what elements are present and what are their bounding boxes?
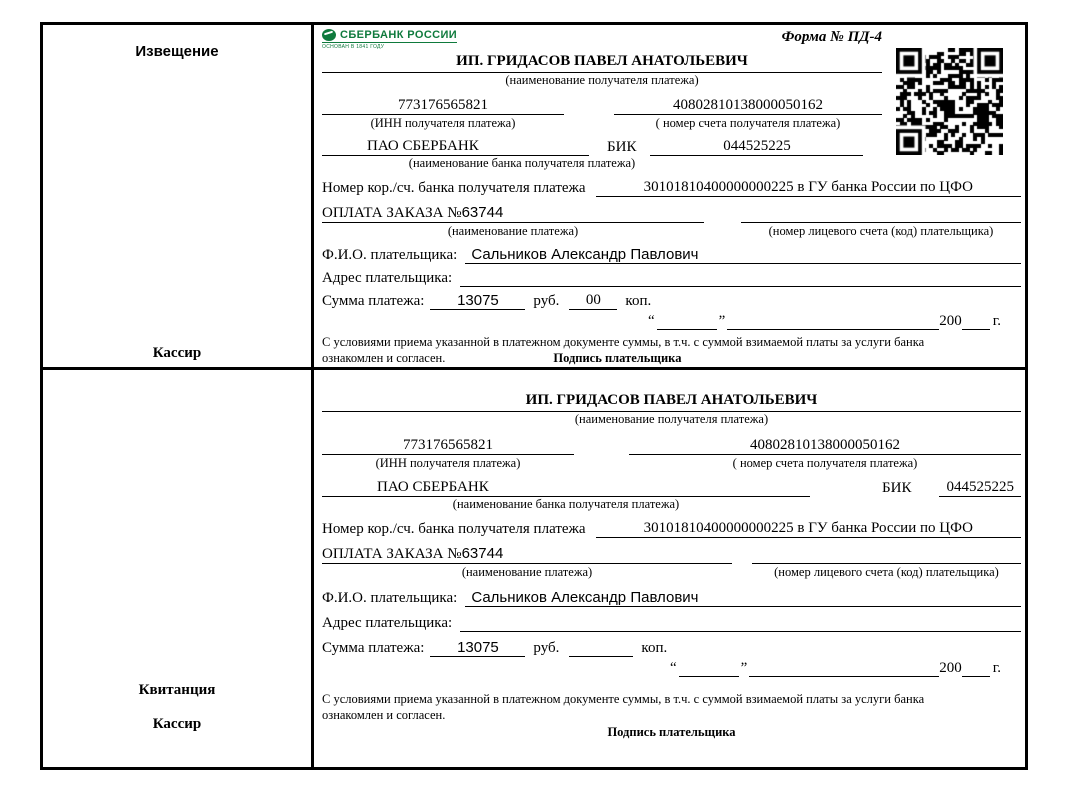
inn-account-captions [322, 455, 1021, 473]
agreement-line2-row [322, 350, 1021, 366]
date-day-blank [657, 329, 717, 330]
agreement-line1: С условиями приема указанной в платежном документе суммы, в т.ч. с суммой взимаемой платы за услуги банка [322, 335, 925, 349]
inn-account-row [322, 94, 882, 115]
notice-title: Извещение [135, 43, 219, 60]
payment-purpose [322, 204, 704, 223]
signature-label: Подпись плательщика [607, 725, 736, 739]
notice-section [43, 25, 1025, 370]
notice-content [314, 25, 1025, 367]
receipt-content [314, 370, 1025, 767]
year-prefix: 200 [939, 660, 962, 676]
payment-purpose-row [322, 200, 1021, 223]
personal-account-blank-line [752, 563, 1021, 564]
date-close-quote: ” [718, 313, 726, 329]
year-blank [962, 676, 990, 677]
payee-name: ИП. ГРИДАСОВ ПАВЕЛ АНАТОЛЬЕВИЧ [322, 53, 882, 73]
corr-account-row [322, 176, 1021, 197]
payment-purpose-prefix: ОПЛАТА ЗАКАЗА № [322, 205, 462, 221]
payer-name-row [322, 241, 1021, 264]
agreement-line1: С условиями приема указанной в платежном документе суммы, в т.ч. с суммой взимаемой платы за услуги банка [322, 692, 925, 706]
payee-name-caption: (наименование получателя платежа) [505, 73, 699, 87]
form-border [40, 22, 1028, 770]
sberbank-logo [322, 29, 457, 50]
amount-rub-value: 13075 [430, 292, 525, 310]
date-open-quote: “ [669, 660, 677, 676]
amount-kop-value: 00 [569, 292, 617, 310]
account-caption: ( номер счета получателя платежа) [732, 456, 918, 470]
date-close-quote: ” [740, 660, 748, 676]
amount-kop-value [569, 656, 633, 657]
bik-value: 044525225 [650, 138, 863, 156]
form-number-label: Форма № ПД-4 [781, 29, 882, 45]
agreement-line2: ознакомлен и согласен. [322, 351, 446, 365]
kop-label: коп. [641, 640, 668, 656]
bank-bik-row [322, 135, 882, 156]
payer-name-label: Ф.И.О. плательщика: [322, 590, 458, 606]
payer-address-value [460, 286, 1021, 287]
bik-label: БИК [607, 139, 637, 155]
inn-value: 773176565821 [322, 97, 564, 115]
payment-name-caption: (наименование платежа) [461, 565, 593, 579]
payment-purpose [322, 545, 732, 564]
amount-rub-value: 13075 [430, 639, 525, 657]
payer-address-label: Адрес плательщика: [322, 615, 453, 631]
date-month-blank [749, 676, 939, 677]
sberbank-logo-text: СБЕРБАНК РОССИИ [340, 29, 458, 41]
payer-name-row [322, 582, 1021, 607]
account-caption: ( номер счета получателя платежа) [655, 116, 841, 130]
payer-address-value [460, 631, 1021, 632]
inn-caption: (ИНН получателя платежа) [370, 116, 516, 130]
year-prefix: 200 [939, 313, 962, 329]
rub-label: руб. [533, 640, 560, 656]
receipt-title: Квитанция [138, 682, 216, 698]
payment-captions-row [322, 564, 1021, 582]
payer-name-label: Ф.И.О. плательщика: [322, 247, 458, 263]
payer-address-label: Адрес плательщика: [322, 270, 453, 286]
bank-name-value: ПАО СБЕРБАНК [322, 138, 589, 156]
corr-account-value: 30101810400000000225 в ГУ банка России по ЦФО [596, 179, 1021, 197]
amount-row [322, 287, 1021, 310]
account-value: 40802810138000050162 [629, 437, 1021, 455]
payer-address-row [322, 607, 1021, 632]
order-number: 63744 [461, 204, 504, 221]
order-number: 63744 [461, 545, 504, 562]
payment-captions-row [322, 223, 1021, 241]
account-value: 40802810138000050162 [614, 97, 882, 115]
personal-account-caption: (номер лицевого счета (код) плательщика) [768, 224, 994, 238]
bank-name-caption: (наименование банка получателя платежа) [408, 156, 636, 170]
date-row [322, 310, 1021, 330]
year-suffix: г. [992, 660, 1001, 676]
date-open-quote: “ [647, 313, 655, 329]
year-suffix: г. [992, 313, 1001, 329]
date-month-blank [727, 329, 939, 330]
year-blank [962, 329, 990, 330]
sberbank-logo-tagline: ОСНОВАН В 1841 ГОДУ [322, 44, 385, 50]
amount-row [322, 632, 1021, 657]
corr-account-label: Номер кор./сч. банка получателя платежа [322, 521, 586, 537]
inn-value: 773176565821 [322, 437, 574, 455]
bank-bik-row [322, 476, 1021, 497]
amount-label: Сумма платежа: [322, 293, 425, 309]
inn-caption: (ИНН получателя платежа) [375, 456, 521, 470]
receipt-section [43, 370, 1025, 767]
payment-purpose-row [322, 541, 1021, 564]
rub-label: руб. [533, 293, 560, 309]
bank-name-caption: (наименование банка получателя платежа) [452, 497, 680, 511]
payee-name: ИП. ГРИДАСОВ ПАВЕЛ АНАТОЛЬЕВИЧ [322, 392, 1021, 412]
corr-account-value: 30101810400000000225 в ГУ банка России по ЦФО [596, 520, 1021, 538]
bank-name-value: ПАО СБЕРБАНК [322, 479, 810, 497]
corr-account-label: Номер кор./сч. банка получателя платежа [322, 180, 586, 196]
agreement-line2: ознакомлен и согласен. [322, 708, 446, 722]
payer-address-row [322, 264, 1021, 287]
sberbank-coin-icon [322, 29, 336, 41]
bik-label: БИК [882, 480, 912, 496]
personal-account-caption: (номер лицевого счета (код) плательщика) [774, 565, 999, 579]
inn-account-captions [322, 115, 882, 133]
qr-code [896, 48, 1003, 155]
amount-label: Сумма платежа: [322, 640, 425, 656]
notice-cashier-label: Кассир [152, 345, 202, 361]
payer-name-value: Сальников Александр Павлович [465, 246, 1021, 264]
sberbank-logo-line [322, 29, 457, 43]
kop-label: коп. [625, 293, 652, 309]
corr-account-row [322, 517, 1021, 538]
personal-account-blank-line [741, 222, 1021, 223]
notice-header-row [322, 29, 882, 53]
payer-name-value: Сальников Александр Павлович [465, 589, 1021, 607]
receipt-left-column [43, 370, 314, 767]
payee-name-caption: (наименование получателя платежа) [574, 412, 769, 426]
notice-left-column [43, 25, 314, 367]
payment-purpose-prefix: ОПЛАТА ЗАКАЗА № [322, 546, 462, 562]
bik-value: 044525225 [939, 479, 1021, 497]
receipt-cashier-label: Кассир [152, 716, 202, 732]
payment-name-caption: (наименование платежа) [447, 224, 579, 238]
signature-label: Подпись плательщика [553, 351, 682, 365]
date-row [322, 657, 1021, 677]
date-day-blank [679, 676, 739, 677]
inn-account-row [322, 434, 1021, 455]
